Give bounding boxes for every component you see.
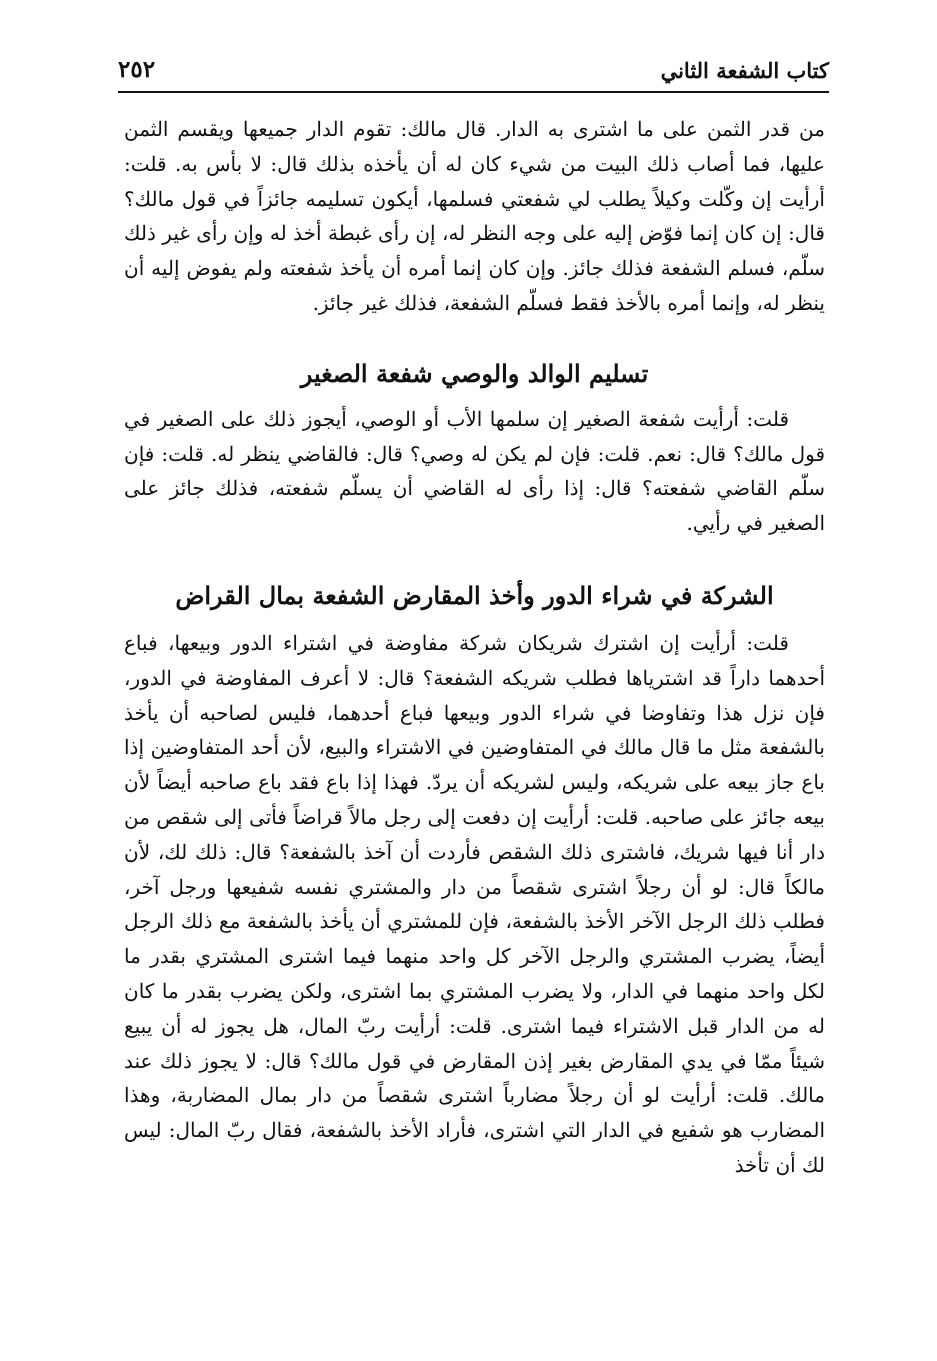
book-title: كتاب الشفعة الثاني	[660, 58, 829, 83]
page-number: ٢٥٢	[118, 56, 156, 83]
body-paragraph: قلت: أرأيت إن اشترك شريكان شركة مفاوضة في اشتراء الدور وبيعها، فباع أحدهما داراً قد اشترياها فطلب شريكه الشفعة؟ قال: لا أعرف المفاوضة في الدور، فإن نزل هذا وتفاوضا في شراء الدور وبيعها فباع أحدهما، فليس لصاحبه أن يأخذ بالشفعة مثل ما قال مالك في المتفاوضين في الاشتراء والبيع، لأن أحد المتفاوضين إذا باع جاز بيعه على شريكه، وليس لشريكه أن يردّ. فهذا إذا باع فقد باع صاحبه أيضاً لأن بيعه جائز على صاحبه. قلت: أرأيت إن دفعت إلى رجل مالاً قراضاً فأتى إلى شقص من دار أنا فيها شريك، فاشترى ذلك الشقص فأردت أن آخذ بالشفعة؟ قال: ذلك لك، لأن مالكاً قال: لو أن رجلاً اشترى شقصاً من دار والمشتري نفسه شفيعها ورجل آخر، فطلب ذلك الرجل الآخر الأخذ بالشفعة، فإن للمشتري أن يأخذ بالشفعة مع ذلك الرجل أيضاً، يضرب المشتري والرجل الآخر كل واحد منهما فيما اشترى المشتري بقدر ما لكل واحد منهما في الدار، ولا يضرب المشتري بما اشترى، ولكن يضرب بقدر ما كان له من الدار قبل الاشتراء فيما اشترى. قلت: أرأيت ربّ المال، هل يجوز له أن يبيع شيئاً ممّا في يدي المقارض بغير إذن المقارض في قول مالك؟ قال: لا يجوز ذلك عند مالك. قلت: أرأيت لو أن رجلاً مضارباً اشترى شقصاً من دار بمال المضاربة، وهذا المضارب هو شفيع في الدار التي اشترى، فأراد الأخذ بالشفعة، فقال ربّ المال: ليس لك أن تأخذ	[124, 630, 825, 1177]
section-heading: الشركة في شراء الدور وأخذ المقارض الشفعة بمال القراض	[175, 580, 774, 610]
section-heading: تسليم الوالد والوصي شفعة الصغير	[300, 358, 649, 388]
body-paragraph: قلت: أرأيت شفعة الصغير إن سلمها الأب أو الوصي، أيجوز ذلك على الصغير في قول مالك؟ قال: نعم. قلت: فإن لم يكن له وصي؟ قال: فالقاضي ينظر له. قلت: فإن سلّم القاضي شفعته؟ قال: إذا رأى له القاضي أن يسلّم شفعته، فذلك جائز على الصغير في رأيي.	[124, 406, 825, 536]
header-divider	[118, 91, 829, 93]
running-header	[118, 54, 829, 88]
page-body	[124, 112, 825, 1183]
body-paragraph: من قدر الثمن على ما اشترى به الدار. قال مالك: تقوم الدار جميعها ويقسم الثمن عليها، فما أصاب ذلك البيت من شيء كان له أن يأخذه بذلك قال: لا بأس به. قلت: أرأيت إن وكّلت وكيلاً يطلب لي شفعتي فسلمها، أيكون تسليمه جائزاً في قول مالك؟ قال: إن كان إنما فوّض إليه على وجه النظر له، إن رأى غبطة أخذ له وإن رأى غير ذلك سلّم، فسلم الشفعة فذلك جائز. وإن كان إنما أمره أن يأخذ شفعته ولم يفوض إليه أن ينظر له، وإنما أمره بالأخذ فقط فسلّم الشفعة، فذلك غير جائز.	[124, 117, 825, 315]
